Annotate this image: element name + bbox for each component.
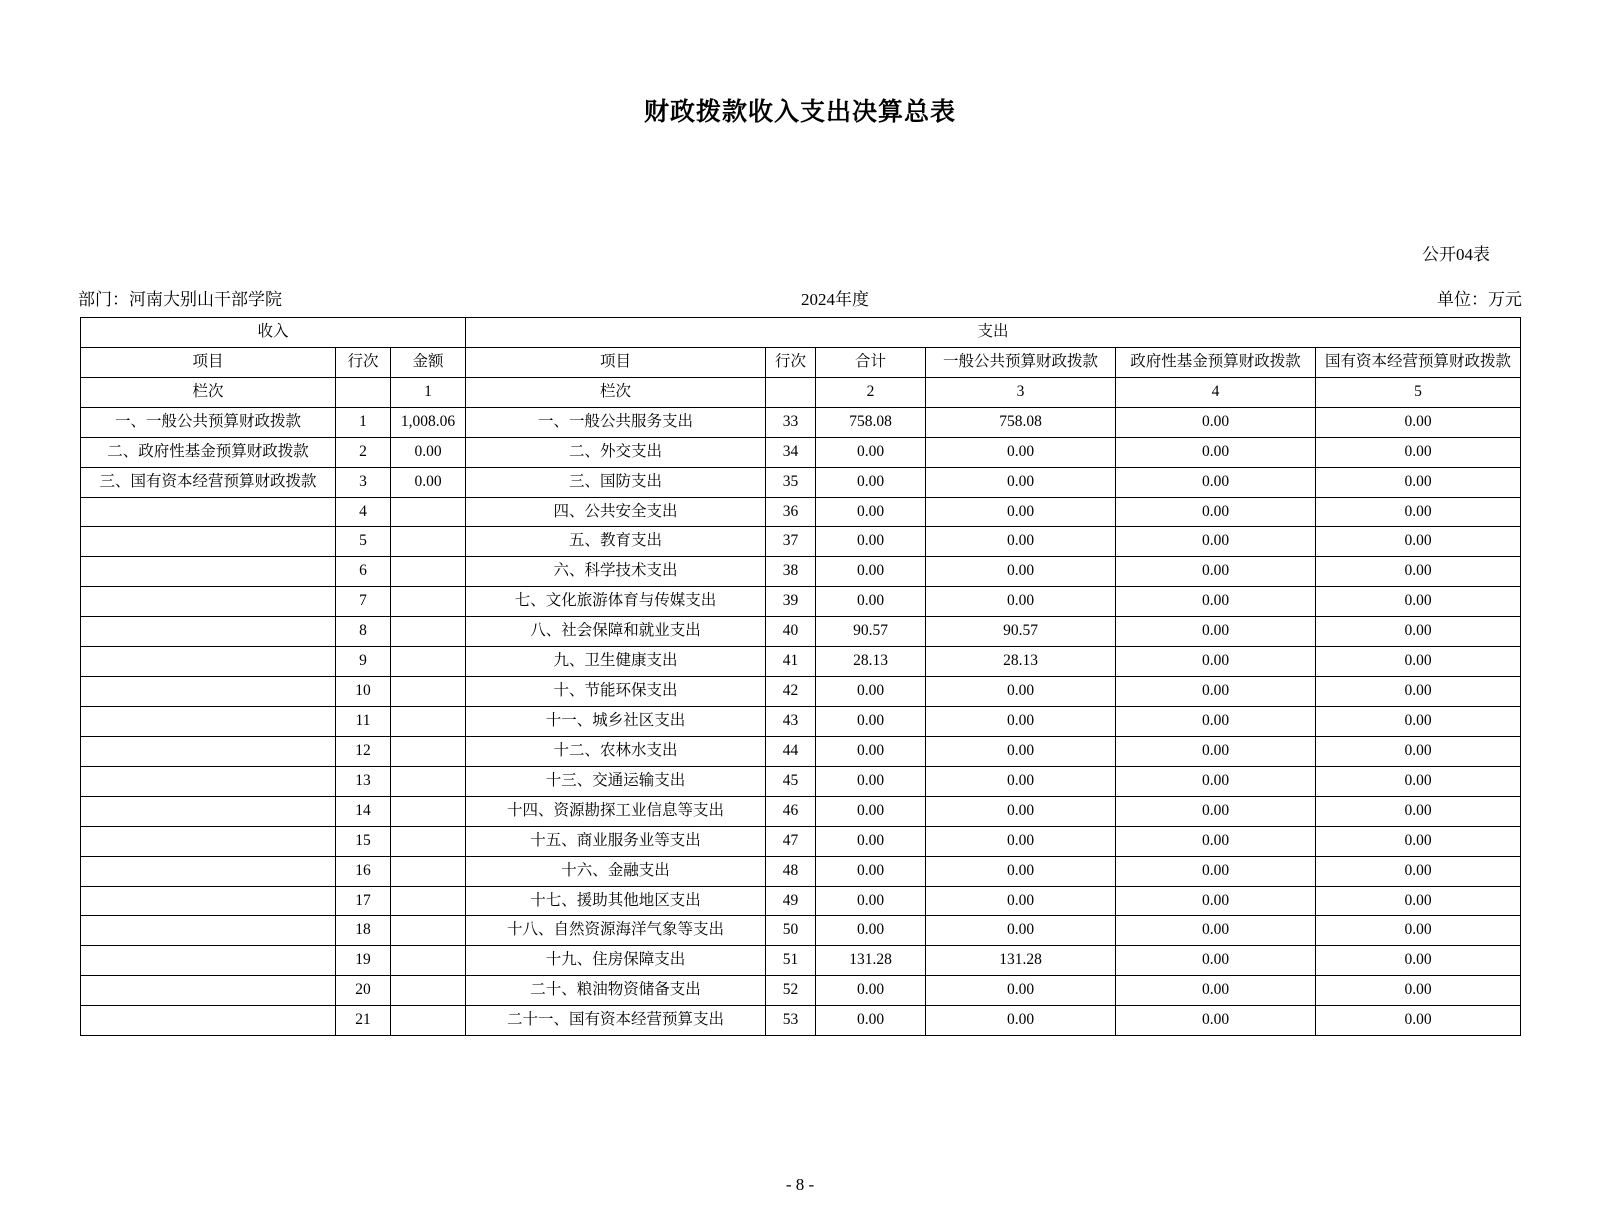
cell-expense-state-capital: 0.00 — [1316, 826, 1521, 856]
page-title: 财政拨款收入支出决算总表 — [643, 98, 956, 126]
cell-income-item — [81, 766, 336, 796]
cell-income-amount — [391, 916, 466, 946]
column-index-state-capital: 5 — [1316, 377, 1521, 407]
cell-expense-state-capital: 0.00 — [1316, 557, 1521, 587]
cell-expense-state-capital: 0.00 — [1316, 976, 1521, 1006]
header-income-rownum: 行次 — [336, 347, 391, 377]
form-code: 公开04表 — [1422, 245, 1490, 264]
cell-income-item — [81, 647, 336, 677]
table-row — [81, 1006, 1521, 1036]
cell-income-amount: 1,008.06 — [391, 407, 466, 437]
cell-income-item: 三、国有资本经营预算财政拨款 — [81, 467, 336, 497]
column-index-gov-fund: 4 — [1116, 377, 1316, 407]
header-expense-rownum: 行次 — [766, 347, 816, 377]
cell-expense-general-public: 28.13 — [926, 647, 1116, 677]
cell-expense-gov-fund: 0.00 — [1116, 437, 1316, 467]
page-number: - 8 - — [785, 1175, 815, 1194]
cell-income-rownum: 17 — [336, 886, 391, 916]
cell-income-rownum: 20 — [336, 976, 391, 1006]
cell-expense-gov-fund: 0.00 — [1116, 527, 1316, 557]
cell-income-rownum: 18 — [336, 916, 391, 946]
cell-expense-state-capital: 0.00 — [1316, 886, 1521, 916]
cell-expense-gov-fund: 0.00 — [1116, 886, 1316, 916]
cell-expense-item: 二十一、国有资本经营预算支出 — [466, 1006, 766, 1036]
cell-expense-rownum: 33 — [766, 407, 816, 437]
cell-income-rownum: 3 — [336, 467, 391, 497]
cell-expense-state-capital: 0.00 — [1316, 647, 1521, 677]
cell-expense-general-public: 0.00 — [926, 766, 1116, 796]
cell-income-item — [81, 557, 336, 587]
cell-expense-rownum: 52 — [766, 976, 816, 1006]
cell-expense-total: 0.00 — [816, 736, 926, 766]
cell-expense-state-capital: 0.00 — [1316, 706, 1521, 736]
table-row — [81, 796, 1521, 826]
cell-income-rownum: 1 — [336, 407, 391, 437]
cell-expense-total: 0.00 — [816, 677, 926, 707]
cell-income-item — [81, 587, 336, 617]
cell-expense-gov-fund: 0.00 — [1116, 796, 1316, 826]
cell-income-rownum: 12 — [336, 736, 391, 766]
table-row — [81, 467, 1521, 497]
cell-expense-total: 0.00 — [816, 976, 926, 1006]
cell-income-item — [81, 527, 336, 557]
cell-income-rownum: 5 — [336, 527, 391, 557]
cell-expense-state-capital: 0.00 — [1316, 527, 1521, 557]
table-row — [81, 497, 1521, 527]
header-income-amount: 金额 — [391, 347, 466, 377]
cell-income-amount — [391, 557, 466, 587]
cell-expense-total: 90.57 — [816, 617, 926, 647]
cell-income-amount — [391, 736, 466, 766]
cell-expense-item: 二十、粮油物资储备支出 — [466, 976, 766, 1006]
table-row — [81, 736, 1521, 766]
cell-expense-total: 0.00 — [816, 557, 926, 587]
cell-expense-gov-fund: 0.00 — [1116, 677, 1316, 707]
cell-expense-total: 0.00 — [816, 497, 926, 527]
cell-expense-gov-fund: 0.00 — [1116, 647, 1316, 677]
column-index-label-income: 栏次 — [81, 377, 336, 407]
table-row — [81, 527, 1521, 557]
table-row — [81, 766, 1521, 796]
cell-expense-rownum: 40 — [766, 617, 816, 647]
cell-expense-total: 0.00 — [816, 886, 926, 916]
cell-expense-gov-fund: 0.00 — [1116, 976, 1316, 1006]
cell-expense-total: 0.00 — [816, 766, 926, 796]
cell-expense-item: 十八、自然资源海洋气象等支出 — [466, 916, 766, 946]
cell-income-item — [81, 886, 336, 916]
cell-expense-general-public: 0.00 — [926, 976, 1116, 1006]
cell-expense-gov-fund: 0.00 — [1116, 1006, 1316, 1036]
cell-income-amount — [391, 976, 466, 1006]
cell-income-amount — [391, 826, 466, 856]
cell-expense-gov-fund: 0.00 — [1116, 407, 1316, 437]
cell-income-item — [81, 946, 336, 976]
table-row — [81, 826, 1521, 856]
cell-income-amount — [391, 706, 466, 736]
cell-expense-gov-fund: 0.00 — [1116, 467, 1316, 497]
cell-expense-gov-fund: 0.00 — [1116, 557, 1316, 587]
cell-expense-item: 七、文化旅游体育与传媒支出 — [466, 587, 766, 617]
cell-expense-item: 十二、农林水支出 — [466, 736, 766, 766]
cell-expense-gov-fund: 0.00 — [1116, 946, 1316, 976]
cell-expense-item: 三、国防支出 — [466, 467, 766, 497]
column-index-blank-income-rownum — [336, 377, 391, 407]
cell-income-item: 二、政府性基金预算财政拨款 — [81, 437, 336, 467]
cell-income-rownum: 21 — [336, 1006, 391, 1036]
cell-expense-rownum: 47 — [766, 826, 816, 856]
header-expense-total: 合计 — [816, 347, 926, 377]
cell-income-rownum: 8 — [336, 617, 391, 647]
cell-expense-item: 一、一般公共服务支出 — [466, 407, 766, 437]
cell-expense-item: 十一、城乡社区支出 — [466, 706, 766, 736]
cell-income-item — [81, 736, 336, 766]
department-name: 河南大别山干部学院 — [129, 290, 282, 309]
cell-income-rownum: 13 — [336, 766, 391, 796]
cell-expense-total: 0.00 — [816, 587, 926, 617]
cell-expense-general-public: 0.00 — [926, 856, 1116, 886]
cell-expense-state-capital: 0.00 — [1316, 617, 1521, 647]
cell-income-amount — [391, 766, 466, 796]
cell-expense-rownum: 42 — [766, 677, 816, 707]
group-header-income: 收入 — [81, 318, 466, 348]
cell-expense-state-capital: 0.00 — [1316, 437, 1521, 467]
cell-expense-total: 0.00 — [816, 856, 926, 886]
cell-income-item — [81, 617, 336, 647]
header-expense-item: 项目 — [466, 347, 766, 377]
cell-income-item: 一、一般公共预算财政拨款 — [81, 407, 336, 437]
cell-expense-state-capital: 0.00 — [1316, 407, 1521, 437]
cell-expense-state-capital: 0.00 — [1316, 1006, 1521, 1036]
cell-expense-general-public: 0.00 — [926, 467, 1116, 497]
cell-income-rownum: 2 — [336, 437, 391, 467]
cell-expense-item: 四、公共安全支出 — [466, 497, 766, 527]
cell-expense-rownum: 46 — [766, 796, 816, 826]
cell-expense-item: 五、教育支出 — [466, 527, 766, 557]
column-index-general-public: 3 — [926, 377, 1116, 407]
cell-expense-general-public: 0.00 — [926, 736, 1116, 766]
cell-income-item — [81, 976, 336, 1006]
cell-income-rownum: 10 — [336, 677, 391, 707]
meta-row — [78, 285, 1522, 309]
cell-expense-item: 十七、援助其他地区支出 — [466, 886, 766, 916]
table-row — [81, 677, 1521, 707]
cell-expense-item: 九、卫生健康支出 — [466, 647, 766, 677]
cell-income-amount — [391, 677, 466, 707]
cell-expense-general-public: 0.00 — [926, 826, 1116, 856]
table-row — [81, 706, 1521, 736]
cell-expense-gov-fund: 0.00 — [1116, 497, 1316, 527]
cell-expense-gov-fund: 0.00 — [1116, 826, 1316, 856]
column-index-blank-expense-rownum — [766, 377, 816, 407]
cell-expense-general-public: 0.00 — [926, 587, 1116, 617]
cell-expense-total: 28.13 — [816, 647, 926, 677]
cell-expense-rownum: 50 — [766, 916, 816, 946]
cell-income-rownum: 7 — [336, 587, 391, 617]
column-index-total: 2 — [816, 377, 926, 407]
cell-expense-item: 八、社会保障和就业支出 — [466, 617, 766, 647]
cell-income-amount — [391, 796, 466, 826]
cell-expense-item: 十四、资源勘探工业信息等支出 — [466, 796, 766, 826]
cell-expense-general-public: 90.57 — [926, 617, 1116, 647]
cell-expense-rownum: 51 — [766, 946, 816, 976]
cell-expense-total: 758.08 — [816, 407, 926, 437]
table-row — [81, 916, 1521, 946]
cell-income-amount — [391, 1006, 466, 1036]
cell-expense-general-public: 0.00 — [926, 557, 1116, 587]
cell-expense-total: 0.00 — [816, 527, 926, 557]
cell-income-item — [81, 497, 336, 527]
cell-expense-item: 十三、交通运输支出 — [466, 766, 766, 796]
column-index-label-expense: 栏次 — [466, 377, 766, 407]
header-income-item: 项目 — [81, 347, 336, 377]
cell-expense-rownum: 45 — [766, 766, 816, 796]
cell-expense-general-public: 0.00 — [926, 796, 1116, 826]
table-row — [81, 407, 1521, 437]
cell-expense-general-public: 0.00 — [926, 677, 1116, 707]
table-row — [81, 946, 1521, 976]
cell-expense-item: 十六、金融支出 — [466, 856, 766, 886]
cell-income-item — [81, 706, 336, 736]
cell-income-rownum: 9 — [336, 647, 391, 677]
cell-expense-general-public: 0.00 — [926, 1006, 1116, 1036]
department-label: 部门： — [78, 290, 129, 309]
cell-income-item — [81, 826, 336, 856]
cell-expense-state-capital: 0.00 — [1316, 856, 1521, 886]
cell-expense-item: 六、科学技术支出 — [466, 557, 766, 587]
cell-expense-gov-fund: 0.00 — [1116, 856, 1316, 886]
table-row — [81, 557, 1521, 587]
cell-expense-rownum: 34 — [766, 437, 816, 467]
cell-expense-item: 十五、商业服务业等支出 — [466, 826, 766, 856]
cell-expense-rownum: 53 — [766, 1006, 816, 1036]
cell-income-item — [81, 856, 336, 886]
cell-income-rownum: 15 — [336, 826, 391, 856]
cell-expense-rownum: 41 — [766, 647, 816, 677]
cell-expense-rownum: 49 — [766, 886, 816, 916]
cell-income-item — [81, 1006, 336, 1036]
cell-expense-total: 131.28 — [816, 946, 926, 976]
cell-income-amount — [391, 856, 466, 886]
cell-expense-general-public: 0.00 — [926, 706, 1116, 736]
table-row — [81, 587, 1521, 617]
header-state-capital-budget: 国有资本经营预算财政拨款 — [1316, 347, 1521, 377]
cell-income-amount — [391, 587, 466, 617]
cell-income-rownum: 16 — [336, 856, 391, 886]
cell-expense-general-public: 0.00 — [926, 527, 1116, 557]
cell-income-item — [81, 916, 336, 946]
cell-expense-item: 十九、住房保障支出 — [466, 946, 766, 976]
cell-expense-general-public: 0.00 — [926, 437, 1116, 467]
cell-income-amount — [391, 497, 466, 527]
cell-income-rownum: 11 — [336, 706, 391, 736]
cell-income-rownum: 14 — [336, 796, 391, 826]
cell-expense-general-public: 0.00 — [926, 916, 1116, 946]
group-header-expense: 支出 — [466, 318, 1521, 348]
cell-expense-general-public: 0.00 — [926, 497, 1116, 527]
cell-expense-state-capital: 0.00 — [1316, 796, 1521, 826]
cell-income-amount — [391, 886, 466, 916]
table-row — [81, 617, 1521, 647]
header-gov-fund-budget: 政府性基金预算财政拨款 — [1116, 347, 1316, 377]
cell-expense-rownum: 38 — [766, 557, 816, 587]
cell-expense-rownum: 37 — [766, 527, 816, 557]
cell-expense-rownum: 43 — [766, 706, 816, 736]
cell-expense-gov-fund: 0.00 — [1116, 617, 1316, 647]
cell-expense-gov-fund: 0.00 — [1116, 916, 1316, 946]
cell-expense-total: 0.00 — [816, 437, 926, 467]
fiscal-year: 2024年度 — [801, 290, 869, 309]
cell-expense-gov-fund: 0.00 — [1116, 766, 1316, 796]
budget-table — [80, 317, 1521, 1036]
cell-expense-rownum: 35 — [766, 467, 816, 497]
cell-expense-state-capital: 0.00 — [1316, 467, 1521, 497]
cell-income-item — [81, 677, 336, 707]
cell-expense-rownum: 39 — [766, 587, 816, 617]
cell-expense-state-capital: 0.00 — [1316, 946, 1521, 976]
cell-income-item — [81, 796, 336, 826]
cell-expense-total: 0.00 — [816, 826, 926, 856]
cell-income-rownum: 4 — [336, 497, 391, 527]
cell-income-amount — [391, 946, 466, 976]
cell-expense-total: 0.00 — [816, 706, 926, 736]
table-row — [81, 976, 1521, 1006]
table-row — [81, 647, 1521, 677]
unit-label: 单位：万元 — [1437, 290, 1522, 309]
cell-expense-state-capital: 0.00 — [1316, 766, 1521, 796]
cell-expense-state-capital: 0.00 — [1316, 677, 1521, 707]
cell-expense-general-public: 0.00 — [926, 886, 1116, 916]
cell-income-rownum: 19 — [336, 946, 391, 976]
cell-expense-item: 二、外交支出 — [466, 437, 766, 467]
cell-expense-total: 0.00 — [816, 916, 926, 946]
table-row — [81, 856, 1521, 886]
table-column-header-row — [81, 347, 1521, 377]
cell-income-amount: 0.00 — [391, 437, 466, 467]
cell-expense-rownum: 36 — [766, 497, 816, 527]
cell-expense-total: 0.00 — [816, 467, 926, 497]
cell-expense-gov-fund: 0.00 — [1116, 587, 1316, 617]
cell-expense-state-capital: 0.00 — [1316, 736, 1521, 766]
cell-income-amount: 0.00 — [391, 467, 466, 497]
table-group-header-row — [81, 318, 1521, 348]
cell-expense-rownum: 44 — [766, 736, 816, 766]
cell-expense-general-public: 758.08 — [926, 407, 1116, 437]
cell-expense-gov-fund: 0.00 — [1116, 706, 1316, 736]
page — [0, 92, 1600, 1223]
header-general-public-budget: 一般公共预算财政拨款 — [926, 347, 1116, 377]
cell-income-amount — [391, 617, 466, 647]
cell-income-amount — [391, 527, 466, 557]
table-row — [81, 886, 1521, 916]
cell-expense-item: 十、节能环保支出 — [466, 677, 766, 707]
table-column-index-row — [81, 377, 1521, 407]
cell-income-amount — [391, 647, 466, 677]
cell-expense-gov-fund: 0.00 — [1116, 736, 1316, 766]
table-row — [81, 437, 1521, 467]
cell-expense-total: 0.00 — [816, 796, 926, 826]
cell-expense-general-public: 131.28 — [926, 946, 1116, 976]
cell-expense-total: 0.00 — [816, 1006, 926, 1036]
cell-expense-rownum: 48 — [766, 856, 816, 886]
column-index-income-amount: 1 — [391, 377, 466, 407]
cell-expense-state-capital: 0.00 — [1316, 587, 1521, 617]
cell-expense-state-capital: 0.00 — [1316, 497, 1521, 527]
cell-income-rownum: 6 — [336, 557, 391, 587]
cell-expense-state-capital: 0.00 — [1316, 916, 1521, 946]
